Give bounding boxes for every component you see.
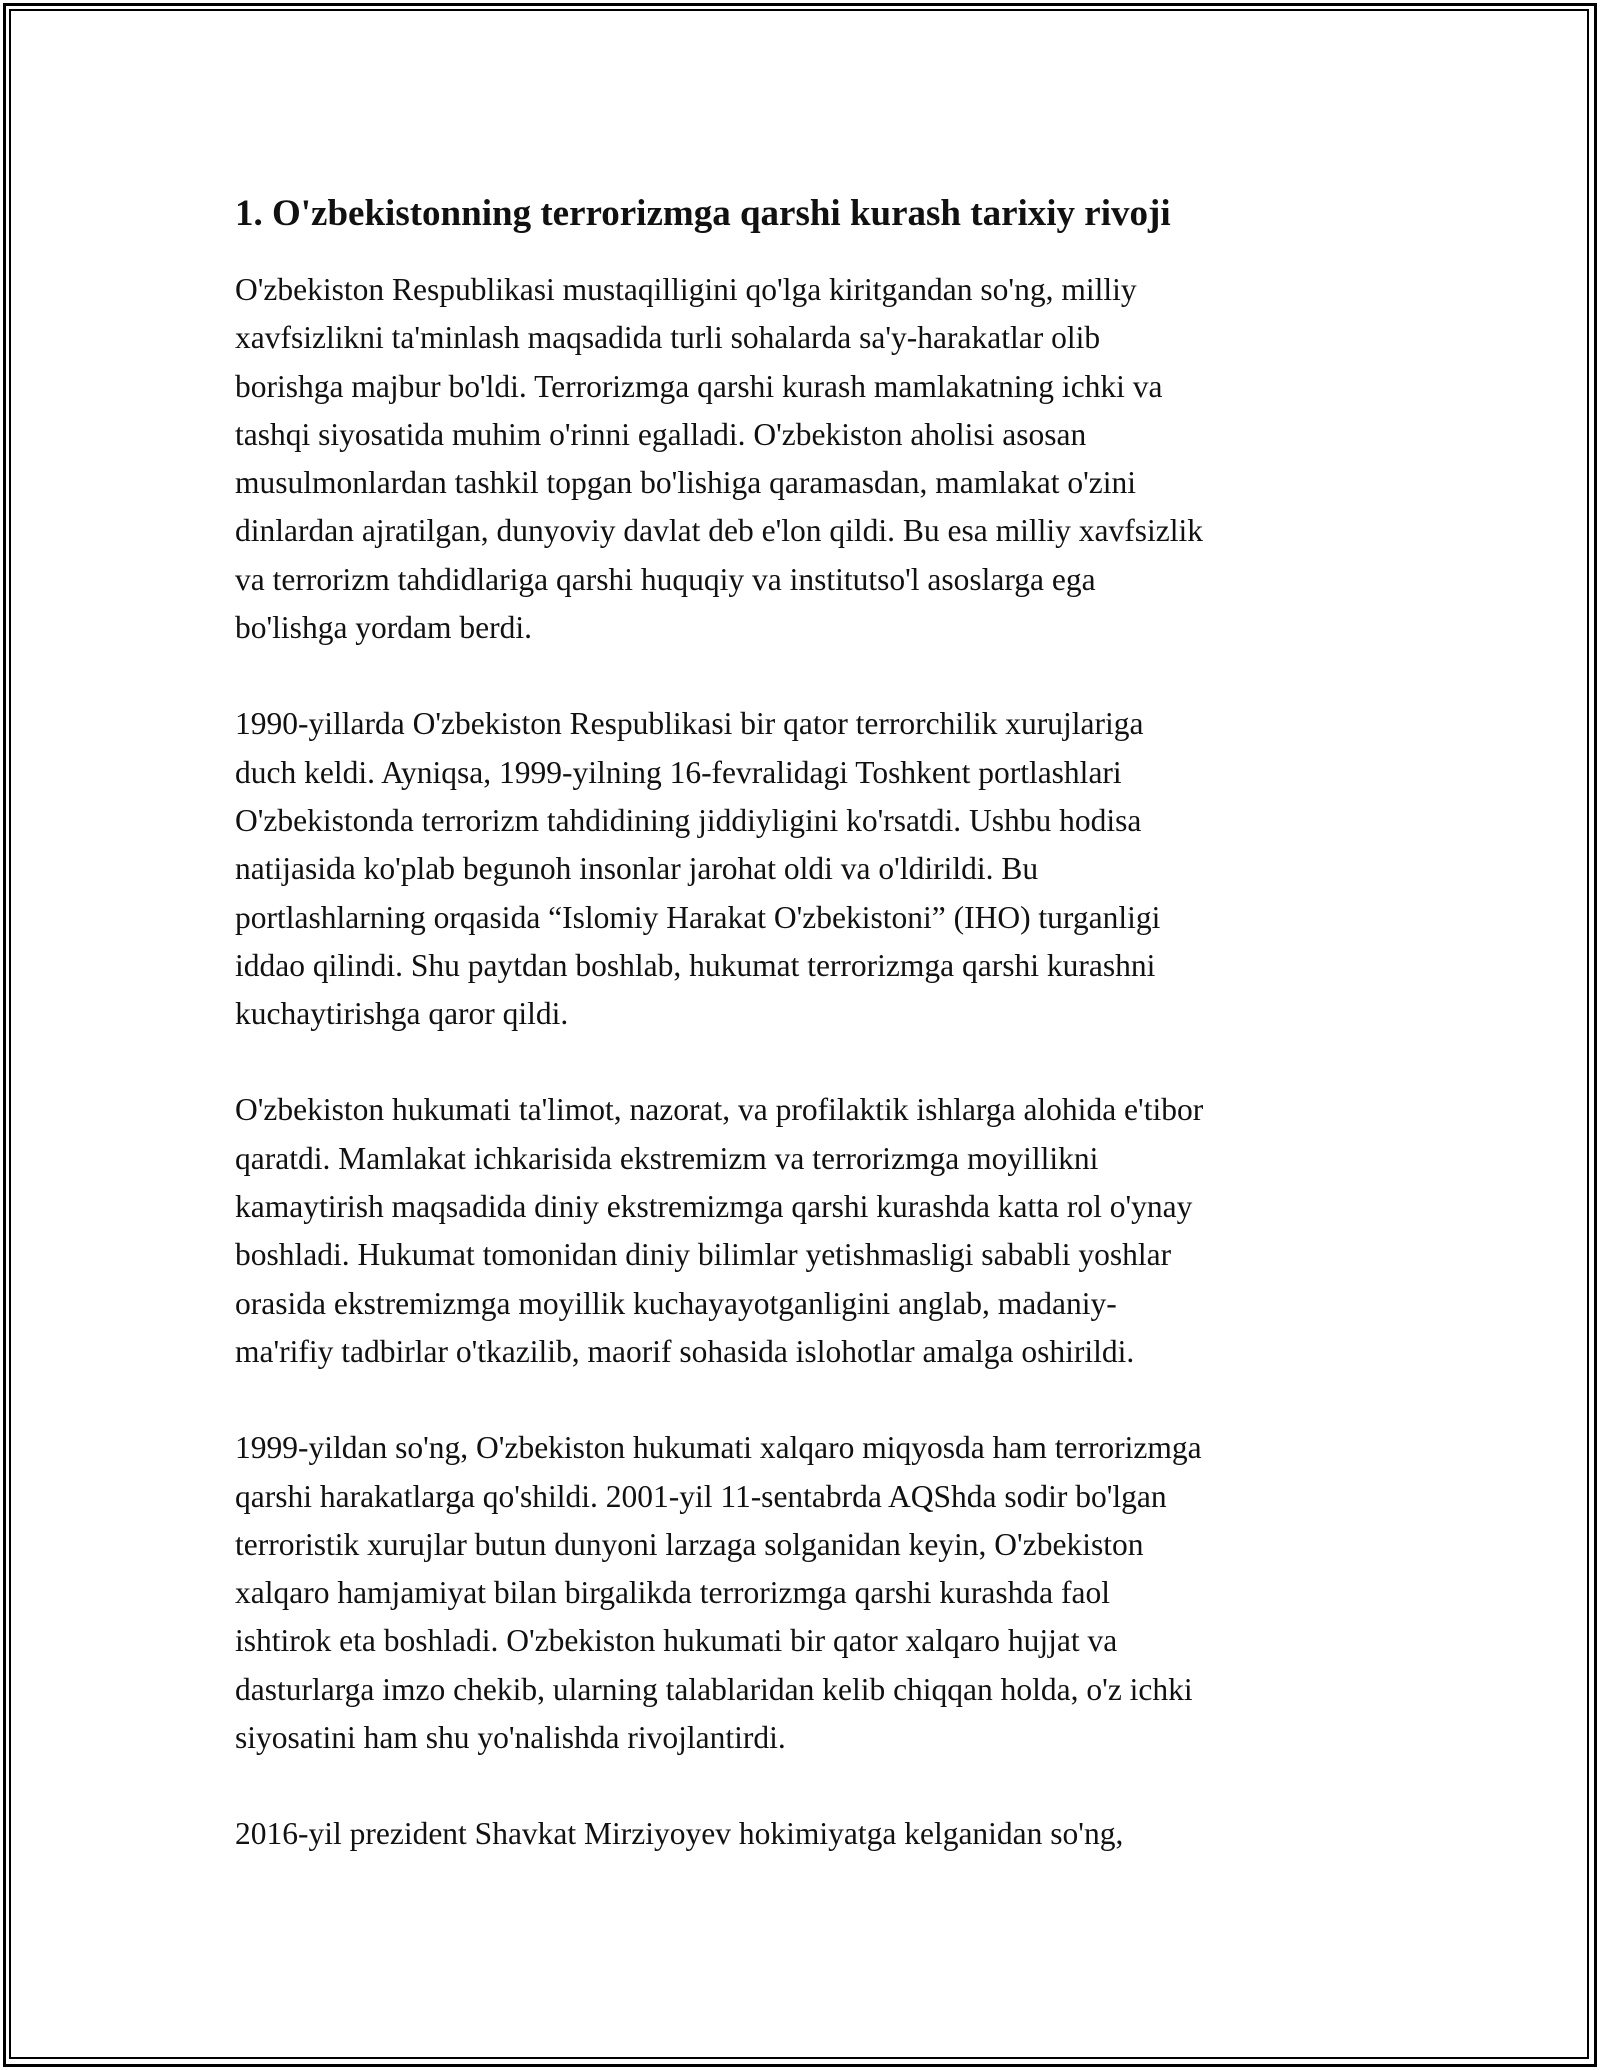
text-line: dinlardan ajratilgan, dunyoviy davlat deb e'lon qildi. Bu esa milliy xavfsizlik (235, 513, 1203, 549)
text-line: 2016-yil prezident Shavkat Mirziyoyev hokimiyatga kelganidan so'ng, (235, 1816, 1124, 1852)
text-line: kamaytirish maqsadida diniy ekstremizmga qarshi kurashda katta rol o'ynay (235, 1189, 1193, 1225)
text-line: 1990-yillarda O'zbekiston Respublikasi bir qator terrorchilik xurujlariga (235, 706, 1144, 742)
paragraph-5 (235, 1810, 1380, 1858)
text-line: orasida ekstremizmga moyillik kuchayayotganligini anglab, madaniy- (235, 1285, 1117, 1321)
text-line: O'zbekistonda terrorizm tahdidining jiddiyligini ko'rsatdi. Ushbu hodisa (235, 802, 1142, 838)
text-line: dasturlarga imzo chekib, ularning talablaridan kelib chiqqan holda, o'z ichki (235, 1671, 1193, 1707)
text-line: bo'lishga yordam berdi. (235, 610, 532, 646)
text-line: ishtirok eta boshladi. O'zbekiston hukumati bir qator xalqaro hujjat va (235, 1623, 1118, 1659)
text-line: 1999-yildan so'ng, O'zbekiston hukumati xalqaro miqyosda ham terrorizmga (235, 1430, 1202, 1466)
text-line: duch keldi. Ayniqsa, 1999-yilning 16-fevralidagi Toshkent portlashlari (235, 754, 1122, 790)
text-line: xavfsizlikni ta'minlash maqsadida turli sohalarda sa'y-harakatlar olib (235, 320, 1101, 356)
text-line: kuchaytirishga qaror qildi. (235, 996, 569, 1032)
text-line: tashqi siyosatida muhim o'rinni egalladi. O'zbekiston aholisi asosan (235, 416, 1087, 452)
text-line: ma'rifiy tadbirlar o'tkazilib, maorif sohasida islohotlar amalga oshirildi. (235, 1333, 1135, 1369)
text-line: natijasida ko'plab begunoh insonlar jarohat oldi va o'ldirildi. Bu (235, 851, 1039, 887)
paragraph-4 (235, 1424, 1380, 1762)
text-line: qarshi harakatlarga qo'shildi. 2001-yil 11-sentabrda AQShda sodir bo'lgan (235, 1478, 1167, 1514)
text-line: musulmonlardan tashkil topgan bo'lishiga qaramasdan, mamlakat o'zini (235, 465, 1137, 501)
text-line: O'zbekiston Respublikasi mustaqilligini qo'lga kiritgandan so'ng, milliy (235, 272, 1137, 307)
text-line: borishga majbur bo'ldi. Terrorizmga qarshi kurash mamlakatning ichki va (235, 368, 1163, 404)
text-line: boshladi. Hukumat tomonidan diniy bilimlar yetishmasligi sababli yoshlar (235, 1237, 1172, 1273)
text-line: siyosatini ham shu yo'nalishda rivojlantirdi. (235, 1720, 786, 1756)
text-line: terroristik xurujlar butun dunyoni larzaga solganidan keyin, O'zbekiston (235, 1526, 1144, 1562)
document-page (235, 188, 1380, 1859)
text-line: O'zbekiston hukumati ta'limot, nazorat, va profilaktik ishlarga alohida e'tibor (235, 1092, 1204, 1128)
paragraph-3 (235, 1086, 1380, 1376)
text-line: qaratdi. Mamlakat ichkarisida ekstremizm va terrorizmga moyillikni (235, 1140, 1099, 1176)
paragraph-1 (235, 266, 1380, 652)
paragraph-2 (235, 700, 1380, 1038)
text-line: portlashlarning orqasida “Islomiy Harakat O'zbekistoni” (IHO) turganligi (235, 899, 1161, 935)
text-line: va terrorizm tahdidlariga qarshi huquqiy va institutso'l asoslarga ega (235, 561, 1096, 597)
text-line: iddao qilindi. Shu paytdan boshlab, hukumat terrorizmga qarshi kurashni (235, 947, 1156, 983)
text-line: xalqaro hamjamiyat bilan birgalikda terrorizmga qarshi kurashda faol (235, 1575, 1110, 1611)
section-heading: 1. O'zbekistonning terrorizmga qarshi kurash tarixiy rivoji (235, 193, 1171, 234)
